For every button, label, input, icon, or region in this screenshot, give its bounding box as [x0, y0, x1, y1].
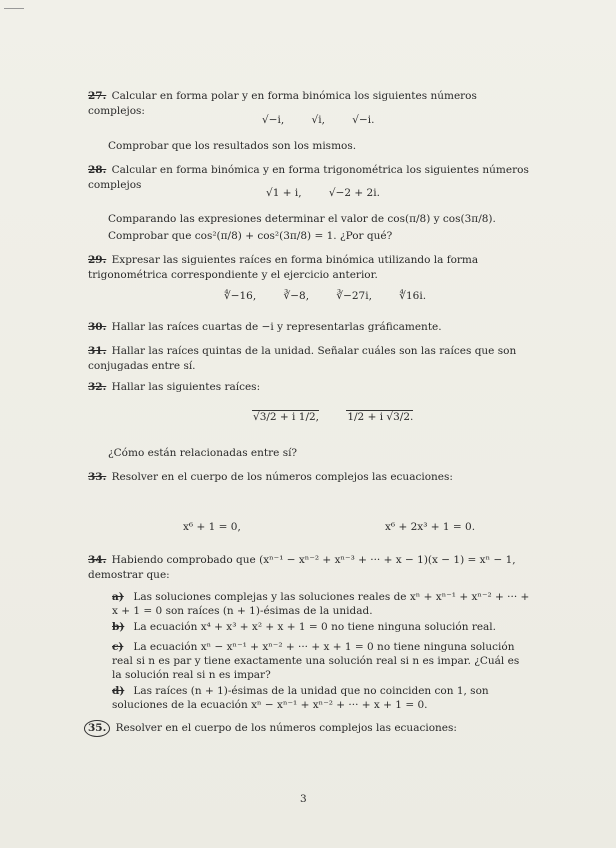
problem-text: Calcular en forma polar y en forma binómica los siguientes números complejos:	[88, 90, 477, 117]
subitem-text: La ecuación xⁿ − xⁿ⁻¹ + xⁿ⁻² + ··· + x + 1 = 0 no tiene ninguna solución real si n es par y tiene exactamente una solución real si n es impar. ¿Cuál es la solución real si n es impar?	[112, 641, 520, 681]
problem-32	[88, 380, 536, 395]
equation: ∛−27i,	[336, 290, 372, 302]
subitem-d	[112, 684, 532, 712]
problem-text: Hallar las raíces quintas de la unidad. Señalar cuáles son las raíces que son conjugadas entre sí.	[88, 345, 517, 372]
equation: √1 + i,	[266, 187, 302, 199]
problem-34	[88, 553, 536, 583]
equation: √−i,	[262, 114, 285, 126]
equation: ∜−16,	[224, 290, 257, 302]
problem-text: Expresar las siguientes raíces en forma binómica utilizando la forma trigonométrica correspondiente y el ejercicio anterior.	[88, 254, 479, 281]
subitem-mark: a)	[112, 591, 124, 603]
scan-mark	[4, 8, 24, 9]
problem-text: Calcular en forma binómica y en forma trigonométrica los siguientes números complejos	[88, 164, 529, 191]
equation: √−i.	[352, 114, 375, 126]
equation: x⁶ + 1 = 0,	[183, 521, 241, 533]
problem-number: 31.	[88, 345, 107, 357]
problem-number: 32.	[88, 381, 107, 393]
subitem-text: Las soluciones complejas y las soluciones reales de xⁿ + xⁿ⁻¹ + xⁿ⁻² + ··· + x + 1 = 0 son raíces (n + 1)-ésimas de la unidad.	[112, 591, 530, 617]
equation: 1/2 + i √3/2.	[347, 411, 414, 423]
subitem-text: La ecuación x⁴ + x³ + x² + x + 1 = 0 no tiene ninguna solución real.	[133, 621, 497, 633]
equation-line	[252, 410, 437, 423]
problem-33	[88, 470, 536, 485]
problem-35	[84, 720, 532, 737]
subitem-c	[112, 640, 532, 682]
problem-text: Habiendo comprobado que (xⁿ⁻¹ − xⁿ⁻² + xⁿ⁻³ + ··· + x − 1)(x − 1) = xⁿ − 1, demostrar que:	[88, 554, 516, 581]
subitem-mark: c)	[112, 641, 124, 653]
problem-31	[88, 344, 536, 374]
problem-text: Hallar las siguientes raíces:	[111, 381, 261, 393]
equation: √3/2 + i 1/2,	[253, 411, 319, 423]
equation-line	[266, 187, 404, 199]
subitem-b	[112, 620, 532, 634]
problem-note: Comprobar que cos²(π/8) + cos²(3π/8) = 1. ¿Por qué?	[108, 230, 393, 242]
problem-number: 33.	[88, 471, 107, 483]
problem-text: Hallar las raíces cuartas de −i y representarlas gráficamente.	[111, 321, 442, 333]
problem-number: 27.	[88, 90, 107, 102]
problem-note: Comprobar que los resultados son los mismos.	[108, 140, 357, 152]
equation: ∛−8,	[283, 290, 310, 302]
equation-line	[224, 290, 450, 302]
equation: x⁶ + 2x³ + 1 = 0.	[385, 521, 476, 533]
subitem-mark: b)	[112, 621, 125, 633]
subitem-text: Las raíces (n + 1)-ésimas de la unidad que no coinciden con 1, son soluciones de la ecuación xⁿ − xⁿ⁻¹ + xⁿ⁻² + ··· + x + 1 = 0.	[112, 685, 489, 711]
problem-text: Resolver en el cuerpo de los números complejos las ecuaciones:	[115, 722, 457, 734]
problem-number: 34.	[88, 554, 107, 566]
equation-line	[262, 114, 398, 126]
subitem-a	[112, 590, 532, 618]
equation: ∜16i.	[399, 290, 427, 302]
problem-29	[88, 253, 536, 283]
problem-number: 35.	[84, 720, 110, 737]
problem-note: ¿Cómo están relacionadas entre sí?	[108, 447, 298, 459]
equation: √i,	[311, 114, 325, 126]
problem-text: Resolver en el cuerpo de los números complejos las ecuaciones:	[111, 471, 453, 483]
problem-30	[88, 320, 536, 335]
subitem-mark: d)	[112, 685, 125, 697]
equation: √−2 + 2i.	[328, 187, 380, 199]
problem-note: Comparando las expresiones determinar el valor de cos(π/8) y cos(3π/8).	[108, 213, 496, 225]
page-number: 3	[300, 793, 307, 805]
problem-number: 28.	[88, 164, 107, 176]
problem-number: 29.	[88, 254, 107, 266]
problem-number: 30.	[88, 321, 107, 333]
